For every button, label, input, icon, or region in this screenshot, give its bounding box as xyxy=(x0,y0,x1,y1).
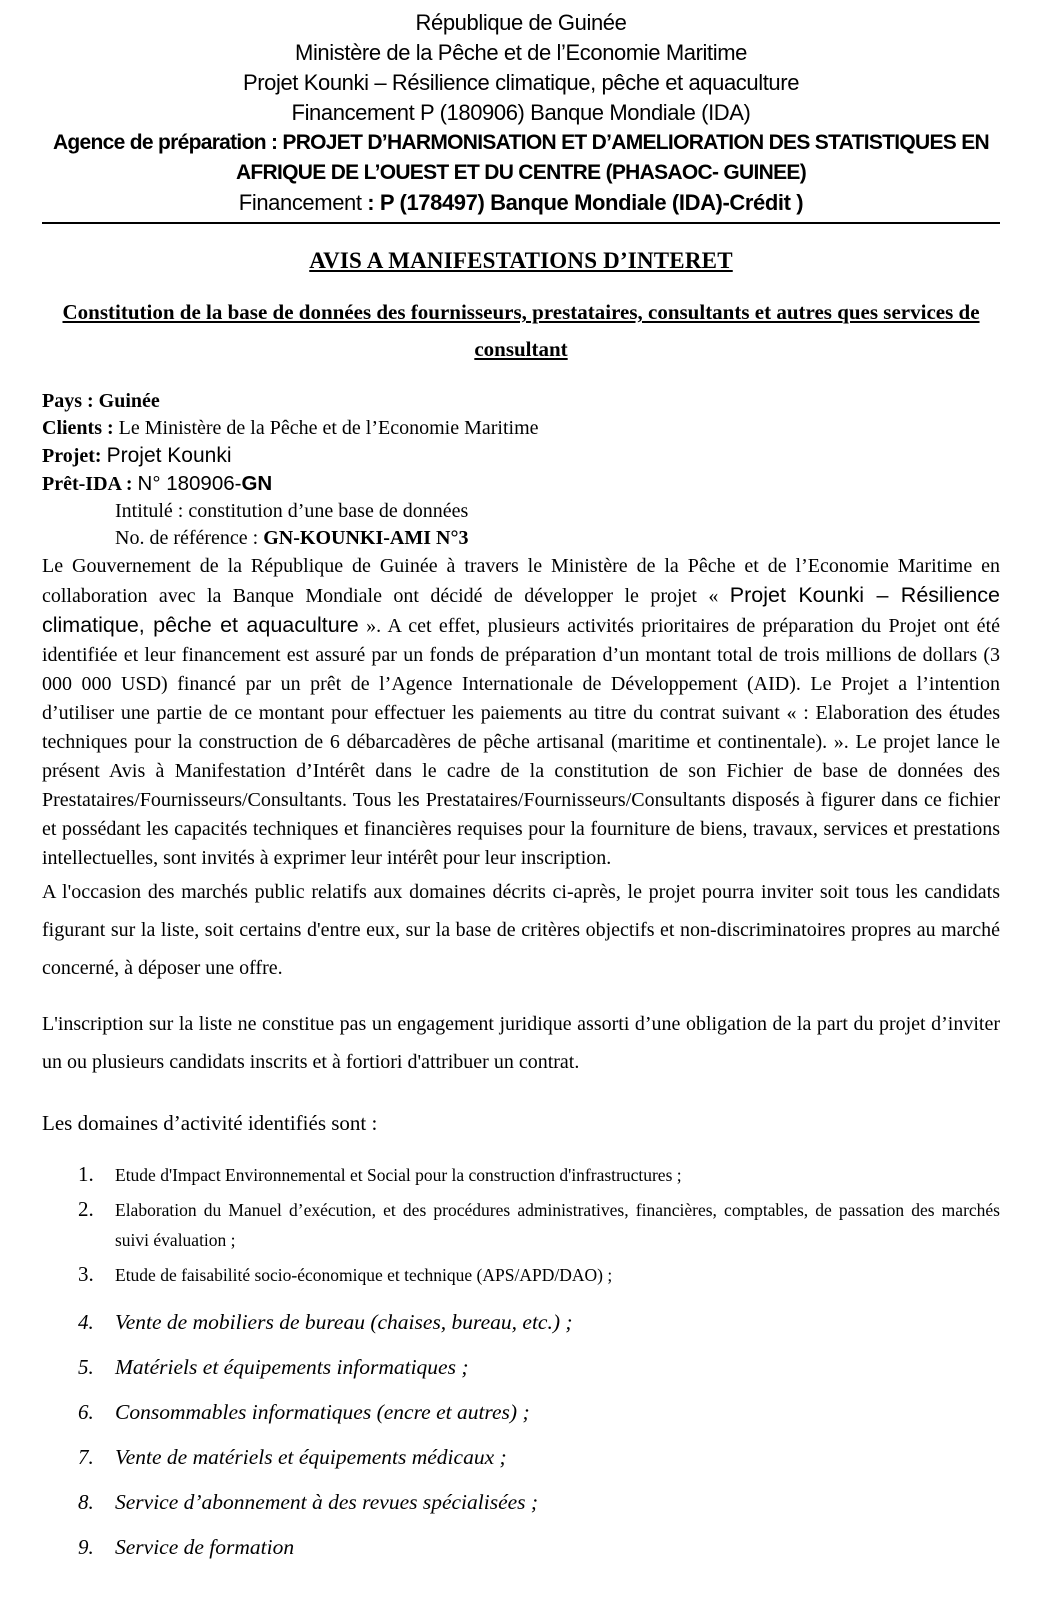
paragraph-invitation: A l'occasion des marchés public relatifs aux domaines décrits ci-après, le projet pourra inviter soit tous les candidats figurant sur la liste, soit certains d'entre eux, sur la base de critères objectifs et non-discriminatoires propres au marché concerné, à déposer une offre. xyxy=(42,881,1000,979)
item-text: Consommables informatiques (encre et autres) ; xyxy=(115,1400,530,1424)
header-line-agence-2: AFRIQUE DE L’OUEST ET DU CENTRE (PHASAOC- GUINEE) xyxy=(235,161,807,184)
field-reference xyxy=(42,525,1000,552)
item-number: 1. xyxy=(78,1162,94,1186)
item-text: Service de formation xyxy=(115,1535,295,1559)
document-subtitle: Constitution de la base de données des fournisseurs, prestataires, consultants et autres ques services de consultant xyxy=(62,300,980,361)
domains-heading: Les domaines d’activité identifiés sont : xyxy=(42,1111,378,1135)
field-projet-label: Projet: xyxy=(42,445,107,467)
item-number: 4. xyxy=(78,1310,94,1334)
paragraph-inscription: L'inscription sur la liste ne constitue pas un engagement juridique assorti d’une obligation de la part du projet d’inviter un ou plusieurs candidats inscrits et à fortiori d'attribuer un contrat. xyxy=(42,1013,1000,1073)
paragraph-segment-project-name: Projet Kounki – Résilience climatique, pêche et aquaculture xyxy=(42,583,1000,637)
domain-item-2 xyxy=(42,1195,1000,1255)
field-intitule: Intitulé : constitution d’une base de données xyxy=(115,500,469,522)
item-text: Etude de faisabilité socio-économique et technique (APS/APD/DAO) ; xyxy=(115,1265,613,1285)
field-pret-suffix: GN xyxy=(241,472,273,495)
item-number: 8. xyxy=(78,1490,94,1514)
document-header xyxy=(42,8,1000,218)
header-line-projet: Projet Kounki – Résilience climatique, pêche et aquaculture xyxy=(242,70,800,95)
header-line-ministere: Ministère de la Pêche et de l’Economie Maritime xyxy=(295,40,747,65)
domain-item-4 xyxy=(42,1308,1000,1337)
header-line-republique: République de Guinée xyxy=(415,10,627,35)
paragraph-segment-intro: Le Gouvernement de la République de Guinée à travers le Ministère de la Pêche et de l’Economie Maritime en collaboration avec la Banque Mondiale ont décidé de développer le projet « xyxy=(42,555,1000,607)
domain-item-9 xyxy=(42,1533,1000,1562)
field-pays xyxy=(42,388,1000,415)
field-reference-label: No. de référence : xyxy=(115,527,264,549)
item-number: 2. xyxy=(78,1197,94,1221)
domain-item-5 xyxy=(42,1353,1000,1382)
item-text: Etude d'Impact Environnemental et Social pour la construction d'infrastructures ; xyxy=(115,1165,682,1185)
field-reference-value: GN-KOUNKI-AMI N°3 xyxy=(263,527,469,549)
field-pret-ida xyxy=(42,470,1000,498)
field-pret-label: Prêt-IDA : xyxy=(42,473,138,495)
field-clients-label: Clients : xyxy=(42,417,119,439)
domain-item-3 xyxy=(42,1260,1000,1290)
item-number: 7. xyxy=(78,1445,94,1469)
item-number: 9. xyxy=(78,1535,94,1559)
domain-item-6 xyxy=(42,1398,1000,1427)
field-projet-value: Projet Kounki xyxy=(106,444,232,467)
meta-section xyxy=(42,388,1000,552)
domain-item-7 xyxy=(42,1443,1000,1472)
paragraph-segment-details: ». A cet effet, plusieurs activités prioritaires de préparation du Projet ont été identifiée et leur financement est assuré par un fonds de préparation d’un montant total de trois millions de dollars (3 000 000 USD) financé par un prêt de l’Agence Internationale de Développement (AID). Le Projet a l’intention d’utiliser une partie de ce montant pour effectuer les paiements au titre du contrat suivant « : Elaboration des études techniques pour la construction de 6 débarcadères de pêche artisanal (maritime et continentale). ». Le projet lance le présent Avis à Manifestation d’Intérêt dans le cadre de la constitution de son Fichier de base de données des Prestataires/Fournisseurs/Consultants. Tous les Prestataires/Fournisseurs/Consultants disposés à figurer dans ce fichier et possédant les capacités techniques et financières requises pour la fourniture de biens, travaux, services et prestations intellectuelles, sont invités à exprimer leur intérêt pour leur inscription. xyxy=(42,615,1000,869)
item-number: 5. xyxy=(78,1355,94,1379)
field-pays-label: Pays : xyxy=(42,390,99,412)
item-number: 3. xyxy=(78,1262,94,1286)
header-divider xyxy=(42,222,1000,224)
item-text: Vente de mobiliers de bureau (chaises, bureau, etc.) ; xyxy=(115,1310,573,1334)
field-pret-number: N° 180906- xyxy=(137,472,242,495)
item-text: Matériels et équipements informatiques ; xyxy=(115,1355,469,1379)
item-text: Service d’abonnement à des revues spécialisées ; xyxy=(115,1490,539,1514)
domain-item-8 xyxy=(42,1488,1000,1517)
header-line-agence-1: Agence de préparation : PROJET D’HARMONISATION ET D’AMELIORATION DES STATISTIQUES EN xyxy=(52,131,990,154)
financement-value: : P (178497) Banque Mondiale (IDA)-Crédit ) xyxy=(367,190,804,215)
field-pays-value: Guinée xyxy=(98,390,160,412)
header-line-financement-1: Financement P (180906) Banque Mondiale (IDA) xyxy=(291,100,751,125)
financement-label: Financement xyxy=(238,190,368,215)
field-clients-value: Le Ministère de la Pêche et de l’Economie Maritime xyxy=(118,417,539,439)
item-text: Vente de matériels et équipements médicaux ; xyxy=(115,1445,507,1469)
field-projet xyxy=(42,442,1000,470)
item-text: Elaboration du Manuel d’exécution, et des procédures administratives, financières, comptables, de passation des marchés suivi évaluation ; xyxy=(115,1200,1000,1250)
item-number: 6. xyxy=(78,1400,94,1424)
domain-item-1 xyxy=(42,1160,1000,1190)
header-line-financement-2 xyxy=(42,188,1000,218)
domains-list xyxy=(42,1160,1000,1562)
document-title: AVIS A MANIFESTATIONS D’INTERET xyxy=(309,248,733,273)
paragraph-project-description xyxy=(42,552,1000,873)
field-clients xyxy=(42,415,1000,442)
